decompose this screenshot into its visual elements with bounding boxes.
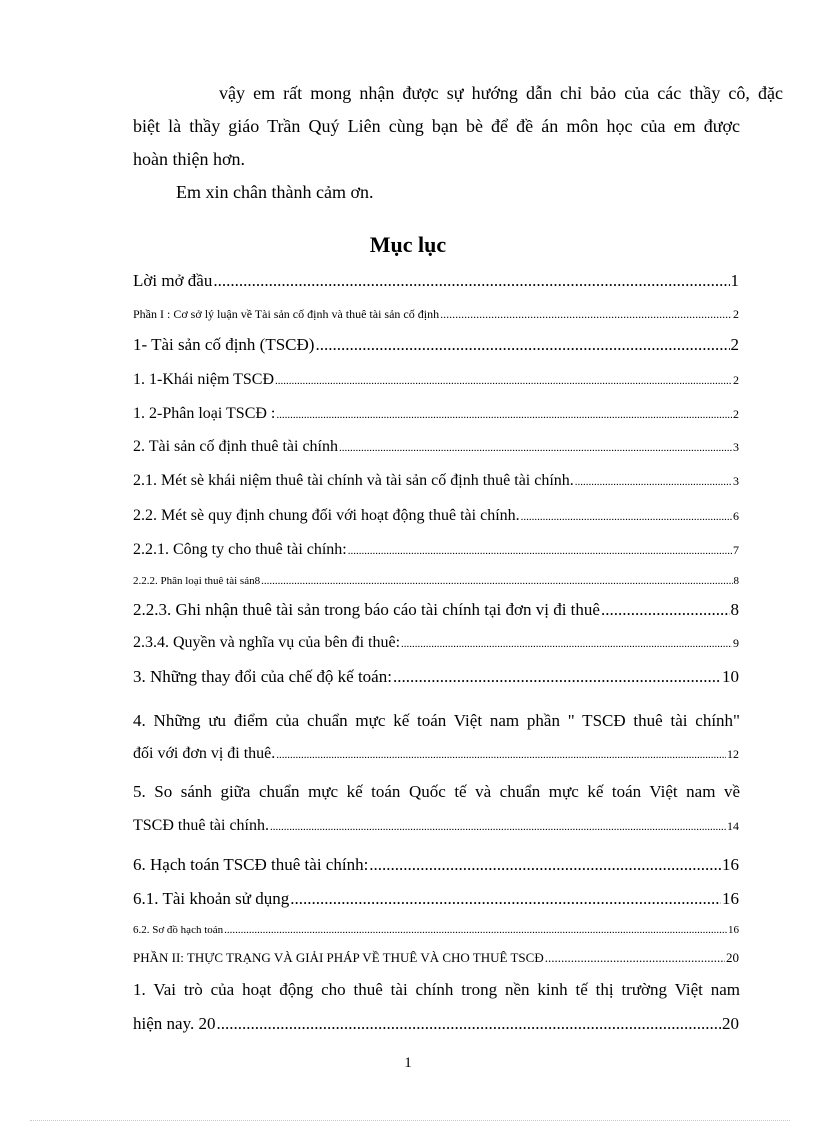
toc-leader bbox=[275, 371, 732, 391]
toc-entry-page: 14 bbox=[727, 819, 739, 833]
intro-paragraph-line: vậy em rất mong nhận được sự hướng dẫn chỉ bảo của các thầy cô, đặc bbox=[219, 83, 783, 103]
toc-leader bbox=[440, 306, 732, 322]
toc-entry-page: 3 bbox=[733, 440, 739, 454]
toc-entry[interactable] bbox=[133, 574, 739, 588]
toc-leader bbox=[276, 745, 726, 765]
toc-entry-page: 10 bbox=[722, 667, 739, 686]
toc-entry-text: 1- Tài sản cố định (TSCĐ) bbox=[133, 335, 315, 354]
toc-entry[interactable] bbox=[133, 335, 739, 355]
toc-leader bbox=[521, 507, 732, 527]
toc-entry[interactable] bbox=[133, 744, 739, 765]
page-edge-divider bbox=[30, 1120, 790, 1121]
toc-entry-text: đối với đơn vị đi thuê. bbox=[133, 745, 276, 762]
toc-entry[interactable] bbox=[133, 816, 739, 837]
toc-entry-page: 8 bbox=[733, 575, 739, 587]
toc-leader bbox=[315, 335, 729, 355]
toc-entry-text: 3. Những thay đổi của chế độ kế toán: bbox=[133, 667, 392, 686]
toc-leader bbox=[545, 950, 725, 966]
intro-paragraph-line: biệt là thầy giáo Trần Quý Liên cùng bạn bè để đề án môn học của em được bbox=[133, 116, 740, 136]
toc-entry[interactable] bbox=[133, 950, 739, 966]
toc-entry-page: 16 bbox=[722, 855, 739, 874]
page-number: 1 bbox=[404, 1055, 412, 1071]
toc-entry-first-line[interactable]: 1. Vai trò của hoạt động cho thuê tài chính trong nền kinh tế thị trường Việt nam bbox=[133, 980, 740, 999]
toc-entry-page: 9 bbox=[733, 636, 739, 650]
toc-entry[interactable] bbox=[133, 633, 739, 654]
toc-entry[interactable] bbox=[133, 437, 739, 458]
toc-leader bbox=[276, 405, 732, 425]
toc-title: Mục lục bbox=[369, 232, 447, 257]
toc-entry-text: 2.2.1. Công ty cho thuê tài chính: bbox=[133, 541, 347, 558]
intro-paragraph-line: hoàn thiện hơn. bbox=[133, 149, 245, 169]
toc-entry-page: 2 bbox=[730, 335, 739, 354]
toc-leader bbox=[348, 541, 732, 561]
toc-entry-page: 20 bbox=[722, 1014, 739, 1033]
toc-entry-text: 1. 2-Phân loại TSCĐ : bbox=[133, 405, 276, 422]
toc-leader bbox=[401, 634, 732, 654]
toc-entry-text: hiện nay. 20 bbox=[133, 1014, 216, 1033]
toc-entry[interactable] bbox=[133, 1014, 739, 1034]
toc-entry-text: TSCĐ thuê tài chính. bbox=[133, 817, 269, 834]
toc-leader bbox=[369, 855, 721, 875]
toc-entry[interactable] bbox=[133, 923, 739, 937]
toc-entry[interactable] bbox=[133, 271, 739, 291]
toc-leader bbox=[290, 889, 721, 909]
toc-entry-text: 6.2. Sơ đồ hạch toán bbox=[133, 924, 224, 936]
toc-leader bbox=[393, 667, 721, 687]
toc-entry[interactable] bbox=[133, 370, 739, 391]
toc-entry-text: 1. 1-Khái niệm TSCĐ bbox=[133, 371, 275, 388]
toc-entry[interactable] bbox=[133, 506, 739, 527]
toc-entry-text: Phần I : Cơ sở lý luận về Tài sản cố định và thuê tài sản cố định bbox=[133, 307, 440, 321]
toc-entry[interactable] bbox=[133, 889, 739, 909]
toc-entry[interactable] bbox=[133, 600, 739, 620]
toc-entry-text: 6. Hạch toán TSCĐ thuê tài chính: bbox=[133, 855, 369, 874]
toc-entry[interactable] bbox=[133, 306, 739, 322]
toc-entry-page: 8 bbox=[730, 600, 739, 619]
toc-entry-page: 12 bbox=[727, 747, 739, 761]
toc-entry-page: 2 bbox=[733, 407, 739, 421]
toc-entry-page: 6 bbox=[733, 509, 739, 523]
toc-entry-first-line[interactable]: 5. So sánh giữa chuẩn mực kế toán Quốc tế và chuẩn mực kế toán Việt nam về bbox=[133, 782, 740, 801]
toc-entry-text: 2.1. Mét sè khái niệm thuê tài chính và tài sản cố định thuê tài chính. bbox=[133, 472, 574, 489]
toc-entry[interactable] bbox=[133, 404, 739, 425]
toc-entry-page: 16 bbox=[722, 889, 739, 908]
toc-entry-text: 6.1. Tài khoản sử dụng bbox=[133, 889, 290, 908]
toc-entry-page: 1 bbox=[730, 271, 739, 290]
toc-entry-page: 3 bbox=[733, 474, 739, 488]
toc-leader bbox=[270, 817, 726, 837]
thanks-line: Em xin chân thành cảm ơn. bbox=[176, 182, 374, 202]
toc-entry-text: 2.3.4. Quyền và nghĩa vụ của bên đi thuê: bbox=[133, 634, 401, 651]
toc-entry[interactable] bbox=[133, 471, 739, 492]
toc-entry[interactable] bbox=[133, 667, 739, 687]
toc-entry-text: 2.2. Mét sè quy định chung đối với hoạt động thuê tài chính. bbox=[133, 507, 520, 524]
toc-leader bbox=[261, 574, 732, 588]
toc-entry-page: 16 bbox=[728, 924, 739, 936]
toc-leader bbox=[339, 438, 732, 458]
toc-leader bbox=[213, 271, 729, 291]
toc-entry-text: 2.2.2. Phân loại thuê tài sản8 bbox=[133, 575, 261, 587]
toc-leader bbox=[575, 472, 732, 492]
toc-entry-text: 2.2.3. Ghi nhận thuê tài sản trong báo cáo tài chính tại đơn vị đi thuê bbox=[133, 600, 600, 619]
toc-entry-text: Lời mở đầu bbox=[133, 271, 213, 290]
toc-entry-page: 2 bbox=[733, 307, 739, 321]
toc-entry-text: 2. Tài sản cố định thuê tài chính bbox=[133, 438, 338, 455]
toc-entry-text: PHẦN II: THỰC TRẠNG VÀ GIẢI PHÁP VỀ THUÊ VÀ CHO THUÊ TSCĐ bbox=[133, 950, 544, 965]
toc-leader bbox=[224, 923, 727, 937]
toc-entry-first-line[interactable]: 4. Những ưu điểm của chuẩn mực kế toán Việt nam phần " TSCĐ thuê tài chính" bbox=[133, 711, 740, 730]
toc-leader bbox=[216, 1014, 721, 1034]
toc-entry[interactable] bbox=[133, 855, 739, 875]
toc-entry[interactable] bbox=[133, 540, 739, 561]
toc-entry-page: 7 bbox=[733, 543, 739, 557]
toc-entry-page: 2 bbox=[733, 373, 739, 387]
toc-entry-page: 20 bbox=[726, 950, 739, 965]
toc-leader bbox=[601, 600, 730, 620]
